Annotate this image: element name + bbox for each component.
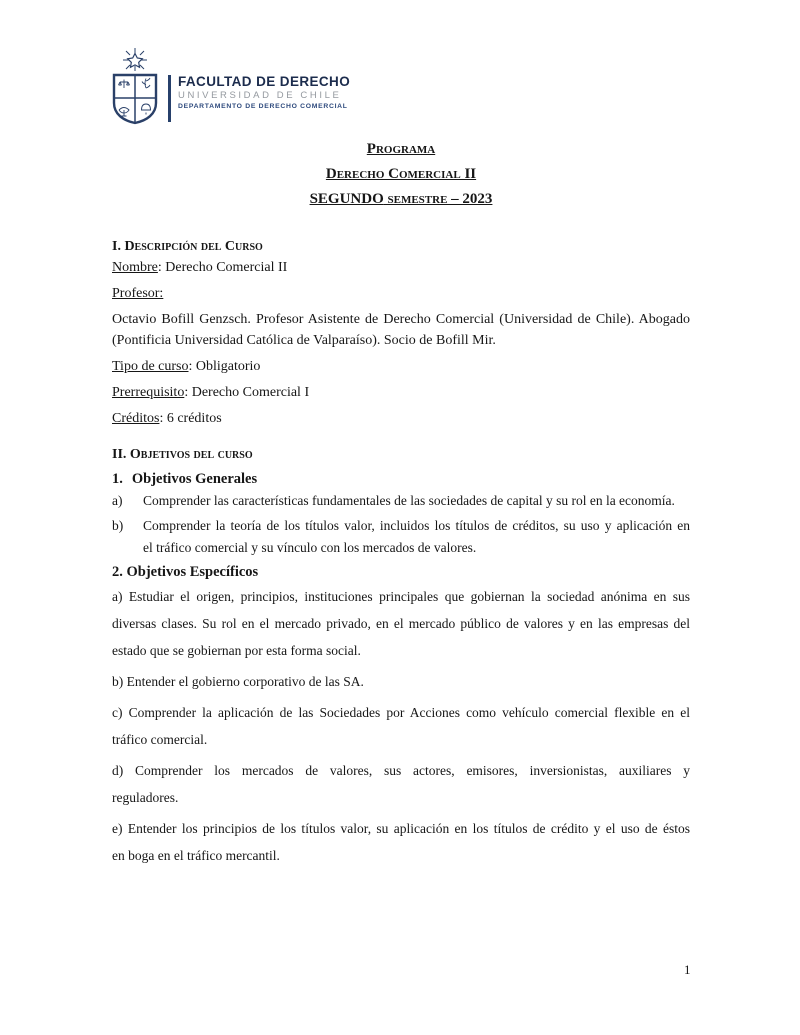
field-tipo-label: Tipo de curso — [112, 359, 189, 374]
specific-objective-paragraph-a: a) Estudiar el origen, principios, instituciones principales que gobiernan la sociedad anónima en sus diversas clases. Su rol en el mercado privado, en el mercado público de valores y en las empresas del estado que se gobiernan por esta forma social. — [112, 589, 690, 658]
field-nombre — [112, 257, 690, 278]
field-prerrequisito-value: : Derecho Comercial I — [184, 385, 310, 400]
field-creditos — [112, 408, 690, 429]
general-objective-item-a — [112, 490, 690, 512]
document-title — [112, 137, 690, 212]
logo-faculty-name: FACULTAD DE DERECHO — [178, 74, 351, 89]
field-creditos-label: Créditos — [112, 411, 160, 426]
section-2-heading: II. Objetivos del curso — [112, 447, 253, 462]
professor-description: Octavio Bofill Genzsch. Profesor Asistente de Derecho Comercial (Universidad de Chile). Abogado (Pontificia Universidad Católica de Valparaíso). Socio de Bofill Mir. — [112, 312, 690, 348]
logo-divider — [168, 75, 171, 122]
field-profesor — [112, 283, 690, 304]
field-nombre-label: Nombre — [112, 260, 158, 275]
specific-objective-paragraph-d: d) Comprender los mercados de valores, sus actores, emisores, inversionistas, auxiliares y reguladores. — [112, 763, 690, 805]
specific-objective-paragraph-e: e) Entender los principios de los títulos valor, su aplicación en los títulos de crédito y el uso de éstos en boga en el tráfico mercantil. — [112, 821, 690, 863]
item-b-text: Comprender la teoría de los títulos valor, incluidos los títulos de créditos, su uso y aplicación en el tráfico comercial y su vínculo con los mercados de valores. — [143, 518, 690, 555]
page-number: 1 — [684, 962, 691, 977]
university-crest-icon — [108, 48, 162, 126]
document-body — [112, 126, 690, 873]
title-line-3 — [112, 187, 690, 212]
general-objectives-heading — [112, 469, 690, 490]
section-1-heading: I. Descripción del Curso — [112, 239, 263, 254]
field-prerrequisito-label: Prerrequisito — [112, 385, 185, 400]
field-prerrequisito — [112, 382, 690, 403]
field-creditos-value: : 6 créditos — [159, 411, 222, 426]
field-profesor-label: Profesor: — [112, 286, 164, 301]
specific-objective-paragraph-c: c) Comprender la aplicación de las Sociedades por Acciones como vehículo comercial flexible en el tráfico comercial. — [112, 705, 690, 747]
header-logo — [108, 48, 350, 126]
general-objective-item-b — [112, 515, 690, 559]
field-tipo-de-curso — [112, 356, 690, 377]
title-semester-caps: SEGUNDO — [309, 191, 384, 207]
general-objectives-number: 1. — [112, 471, 123, 487]
field-nombre-value: : Derecho Comercial II — [157, 260, 288, 275]
logo-department-name: DEPARTAMENTO DE DERECHO COMERCIAL — [178, 103, 348, 110]
specific-objective-paragraph-b: b) Entender el gobierno corporativo de las SA. — [112, 674, 364, 689]
item-a-text: Comprender las características fundamentales de las sociedades de capital y su rol en la economía. — [143, 493, 675, 508]
specific-objectives-heading: 2. Objetivos Específicos — [112, 564, 259, 580]
title-semester-rest: semestre – 2023 — [383, 191, 493, 207]
logo-wordmark — [178, 74, 350, 112]
general-objectives-title: Objetivos Generales — [131, 471, 258, 487]
title-line-2: Derecho Comercial II — [325, 166, 477, 182]
item-b-marker: b) — [112, 518, 124, 533]
title-line-1: Programa — [366, 141, 436, 157]
item-a-marker: a) — [112, 493, 123, 508]
logo-university-name: UNIVERSIDAD DE CHILE — [178, 90, 342, 101]
field-tipo-value: : Obligatorio — [188, 359, 261, 374]
